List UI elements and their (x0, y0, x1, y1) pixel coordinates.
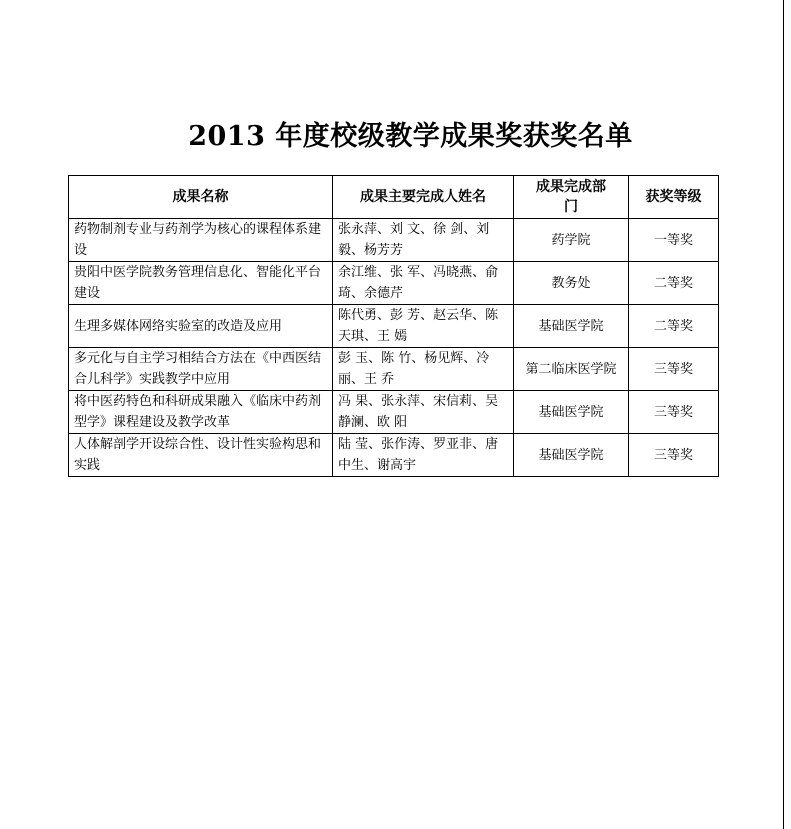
column-header-level: 获奖等级 (629, 176, 719, 219)
cell-level: 三等奖 (629, 348, 719, 391)
page-title: 2013 年度校级教学成果奖获奖名单 (188, 121, 633, 153)
cell-dept: 第二临床医学院 (514, 348, 629, 391)
awards-table (68, 175, 719, 477)
column-header-people: 成果主要完成人姓名 (333, 176, 514, 219)
cell-people: 余江维、张 军、冯晓燕、俞 琦、余德芹 (333, 262, 514, 305)
cell-dept: 药学院 (514, 219, 629, 262)
cell-level: 三等奖 (629, 434, 719, 477)
cell-level: 三等奖 (629, 391, 719, 434)
cell-people: 陈代勇、彭 芳、赵云华、陈天琪、王 嫣 (333, 305, 514, 348)
table-header-row (69, 176, 719, 219)
table-row (69, 348, 719, 391)
cell-level: 一等奖 (629, 219, 719, 262)
cell-people: 张永萍、刘 文、徐 剑、刘 毅、杨芳芳 (333, 219, 514, 262)
cell-name: 多元化与自主学习相结合方法在《中西医结合儿科学》实践教学中应用 (69, 348, 333, 391)
cell-name: 贵阳中医学院教务管理信息化、智能化平台建设 (69, 262, 333, 305)
cell-name: 人体解剖学开设综合性、设计性实验构思和实践 (69, 434, 333, 477)
cell-name: 生理多媒体网络实验室的改造及应用 (69, 305, 333, 348)
cell-level: 二等奖 (629, 262, 719, 305)
cell-level: 二等奖 (629, 305, 719, 348)
table-row (69, 262, 719, 305)
cell-dept: 基础医学院 (514, 434, 629, 477)
cell-name: 药物制剂专业与药剂学为核心的课程体系建设 (69, 219, 333, 262)
table-row (69, 391, 719, 434)
cell-name: 将中医药特色和科研成果融入《临床中药剂型学》课程建设及教学改革 (69, 391, 333, 434)
cell-dept: 基础医学院 (514, 305, 629, 348)
cell-dept: 教务处 (514, 262, 629, 305)
cell-people: 冯 果、张永萍、宋信莉、吴静澜、欧 阳 (333, 391, 514, 434)
table-row (69, 434, 719, 477)
column-header-dept: 成果完成部门 (514, 176, 629, 219)
table-row (69, 305, 719, 348)
column-header-name: 成果名称 (69, 176, 333, 219)
table-row (69, 219, 719, 262)
cell-dept: 基础医学院 (514, 391, 629, 434)
cell-people: 彭 玉、陈 竹、杨见辉、冷 丽、王 乔 (333, 348, 514, 391)
cell-people: 陆 莹、张作涛、罗亚非、唐中生、谢高宇 (333, 434, 514, 477)
